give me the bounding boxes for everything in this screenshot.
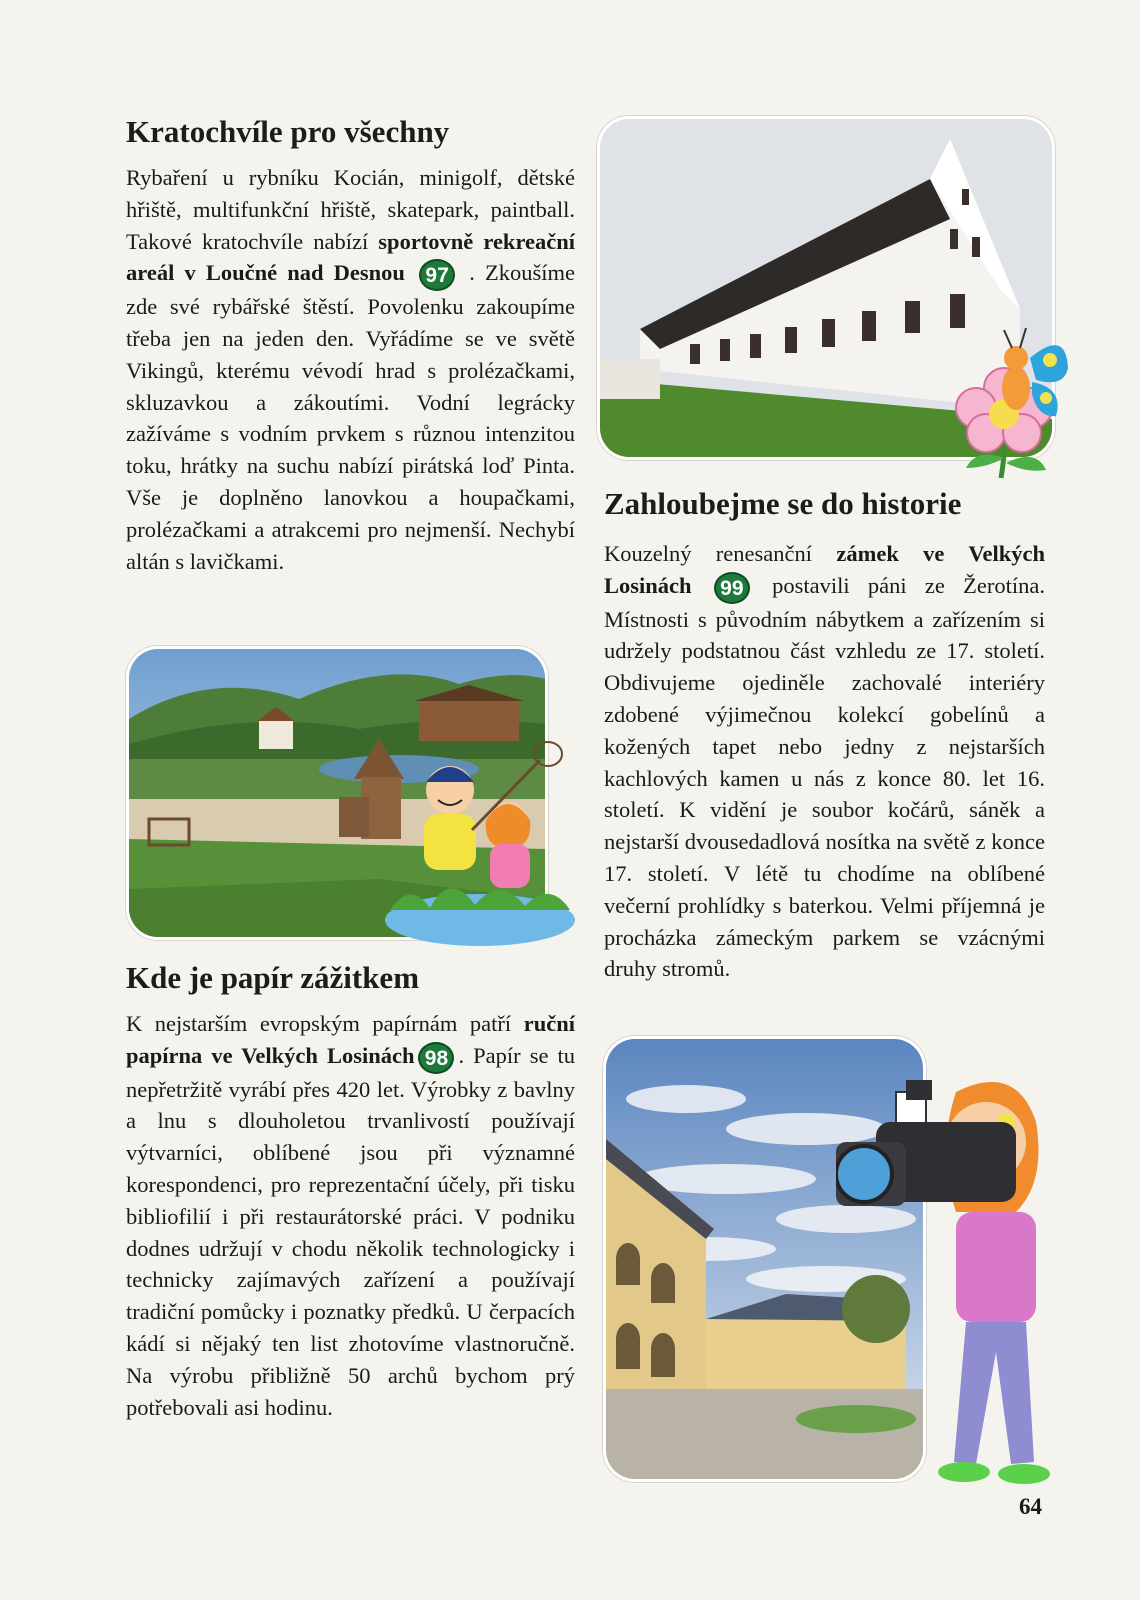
page-number: 64	[1019, 1494, 1042, 1519]
place-name-papirna: ruční papírna ve Velkých Losinách	[126, 1011, 575, 1068]
location-badge-97: 97	[419, 259, 455, 291]
text-intro: Kouzelný renesanční	[604, 541, 813, 566]
place-name-zamek: zámek ve Velkých Losinách	[604, 541, 1046, 598]
section-heading-papirna: Kde je papír zážitkem	[126, 960, 420, 995]
girl-with-camera-icon	[836, 1062, 1056, 1492]
location-badge-99: 99	[714, 572, 750, 604]
section-heading-kratochvile: Kratochvíle pro všechny	[126, 114, 450, 149]
text-intro: Rybaření u rybníku Kocián, minigolf, dětské hřiště, multifunkční hřiště, skatepark, paintball. Takové kratochvíle nabízí	[126, 165, 575, 254]
section-text-kratochvile	[126, 162, 575, 577]
location-badge-98: 98	[418, 1042, 454, 1074]
kids-fishing-icon	[380, 740, 580, 950]
text-intro: K nejstarším evropským papírnám patří	[126, 1011, 512, 1036]
section-text-papirna	[126, 1008, 575, 1423]
text-body: postavili páni ze Žerotína. Místnosti s původním nábytkem a zařízením si udržely podstatnou část vzhledu ze 17. století. Obdivujeme ojediněle zachovalé interiéry zdobené výjimečnou kolekcí gobelínů a kožených tapet nebo jedny z nejstarších kachlových kamen u nás z konce 80. let 16. století. K vidění je soubor kočárů, sáněk a nejstarší dvousedadlová nosítka na světě z konce 17. století. V létě tu chodíme na oblíbené večerní prohlídky s baterkou. Velmi příjemná je procházka zámeckým parkem se vzácnými druhy stromů.	[604, 572, 1046, 982]
butterfly-on-flower-icon	[946, 318, 1074, 486]
place-name-loucna: sportovně rekreační areál v Loučné nad Desnou	[126, 228, 576, 286]
section-heading-historie: Zahloubejme se do historie	[604, 486, 962, 521]
text-body: . Zkoušíme zde své rybářské štěstí. Povolenku zakoupíme třeba jen na jeden den. Vyřádíme se ve světě Vikingů, kterému vévodí hrad s prolézačkami, skluzavkou a zákoutími. Vodní legrácky zažíváme s vodním prvkem s různou intenzitou toku, hrátky na suchu nabízí pirátská loď Pinta. Vše je doplněno lanovkou a houpačkami, prolézačkami a atrakcemi pro nejmenší. Nechybí altán s lavičkami.	[126, 260, 576, 574]
text-body: . Papír se tu nepřetržitě vyrábí přes 420 let. Výrobky z bavlny a lnu s dlouholetou trvanlivostí používají výtvarníci, oblíbené jsou při významné korespondenci, pro reprezentační účely, při tisku bibliofilií i při restaurátorské práci. V podniku dodnes udržují v chodu několik technologicky i technicky zajímavých zařízení a používají tradiční pomůcky i poznatky předků. U čerpacích kádí si nějaký ten list zhotovíme vlastnoručně. Na výrobu přibližně 50 archů bychom prý potřebovali asi hodinu.	[126, 1042, 575, 1420]
section-text-historie	[604, 538, 1045, 985]
